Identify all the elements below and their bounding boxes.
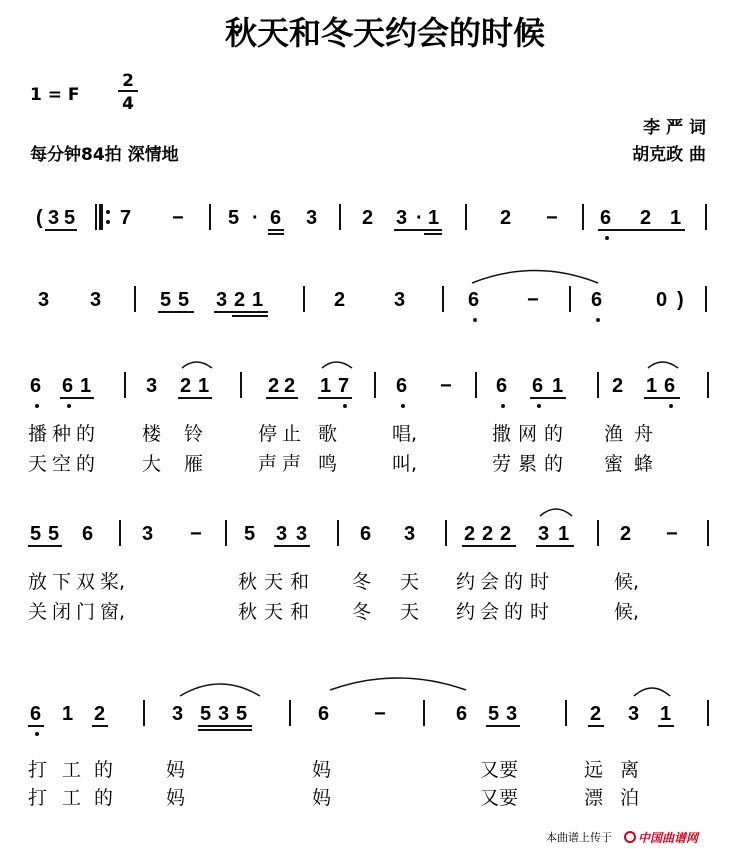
lyric: 唱,	[392, 423, 418, 445]
note: 3	[394, 289, 406, 311]
note: (	[36, 207, 43, 229]
note: 6	[496, 375, 508, 397]
site-logo-text: 中国曲谱网	[638, 831, 699, 845]
note: 5	[228, 207, 240, 229]
lyric: 妈	[166, 759, 186, 781]
lyric: 门	[76, 601, 96, 623]
note: −	[440, 375, 452, 397]
note: 3	[48, 207, 60, 229]
lyric: 秋	[238, 601, 258, 623]
note: 1	[428, 207, 440, 229]
note: 2	[234, 289, 246, 311]
note: 3	[404, 523, 416, 545]
note: 5	[200, 703, 212, 725]
lyric: 歌	[318, 423, 338, 445]
composer-credit: 胡克政 曲	[632, 145, 706, 165]
lyric: 打	[28, 787, 48, 809]
lyric: 的	[544, 453, 564, 475]
page-title: 秋天和冬天约会的时候	[224, 14, 546, 52]
note: 2	[284, 375, 296, 397]
note: 2	[620, 523, 632, 545]
note: 5	[244, 523, 256, 545]
note: 2	[464, 523, 476, 545]
note: 6	[532, 375, 544, 397]
note: −	[666, 523, 678, 545]
note: 5	[48, 523, 60, 545]
lyric: 蜜	[604, 453, 624, 475]
lyric: 秋	[238, 571, 258, 593]
note: 1	[660, 703, 672, 725]
lyric: 天	[400, 571, 420, 593]
lyric: 工	[62, 787, 82, 809]
note: 1	[80, 375, 92, 397]
note: 5	[64, 207, 76, 229]
lyric: 渔	[604, 423, 624, 445]
note: 0	[656, 289, 668, 311]
note: −	[172, 207, 184, 229]
note: 3	[506, 703, 518, 725]
lyric: 播	[28, 423, 48, 445]
note: 3	[396, 207, 408, 229]
lyric: 累	[518, 453, 538, 475]
lyric: 的	[94, 787, 114, 809]
note: 3	[90, 289, 102, 311]
footer-watermark	[546, 830, 700, 845]
note: 2	[268, 375, 280, 397]
note: 1	[252, 289, 264, 311]
note: 6	[396, 375, 408, 397]
lyric: 妈	[312, 787, 332, 809]
note: 3	[218, 703, 230, 725]
note: 2	[334, 289, 346, 311]
note: 6	[318, 703, 330, 725]
lyric: 天	[28, 453, 48, 475]
note: 3	[628, 703, 640, 725]
lyric: 会	[480, 601, 500, 623]
lyric: 漂	[584, 787, 604, 809]
footer-text: 本曲谱上传于	[546, 831, 612, 844]
tempo-marking: 每分钟84拍 深情地	[30, 145, 179, 165]
note: −	[527, 289, 539, 311]
note: 5	[236, 703, 248, 725]
lyric: 又要	[480, 787, 519, 809]
lyric: 放	[28, 571, 48, 593]
lyric: 闭	[52, 601, 72, 623]
lyric: 的	[504, 571, 524, 593]
lyric: 时	[530, 571, 550, 593]
lyric: 关	[28, 601, 48, 623]
note: 6	[30, 375, 42, 397]
lyric: 楼	[142, 423, 162, 445]
lyric: 候,	[614, 601, 640, 623]
key-signature: 1 = F	[30, 85, 80, 105]
lyric: 的	[94, 759, 114, 781]
note: 3	[538, 523, 550, 545]
lyricist-credit: 李 严 词	[643, 118, 706, 138]
lyric: 约	[456, 571, 476, 593]
lyric: 工	[62, 759, 82, 781]
lyric: 止	[282, 423, 302, 445]
lyric: 妈	[312, 759, 332, 781]
lyric: 远	[584, 759, 604, 781]
note: 3	[276, 523, 288, 545]
lyric: 泊	[620, 787, 640, 809]
lyric: 又要	[480, 759, 519, 781]
time-signature	[118, 71, 138, 114]
lyric: 双	[76, 571, 96, 593]
note: 2	[180, 375, 192, 397]
note: 1	[198, 375, 210, 397]
note: 6	[270, 207, 282, 229]
note: 3	[296, 523, 308, 545]
lyric: 种	[52, 423, 72, 445]
note: 3	[38, 289, 50, 311]
note: 5	[30, 523, 42, 545]
note: 2	[500, 523, 512, 545]
note: 1	[552, 375, 564, 397]
lyric: 鸣	[318, 453, 338, 475]
lyric: 天	[400, 601, 420, 623]
note: 2	[640, 207, 652, 229]
lyric: 撒	[492, 423, 512, 445]
note: −	[546, 207, 558, 229]
lyric: 候,	[614, 571, 640, 593]
note: 7	[120, 207, 132, 229]
note: 2	[362, 207, 374, 229]
note: 2	[482, 523, 494, 545]
lyric: 的	[76, 453, 96, 475]
time-signature-bottom: 4	[122, 94, 134, 114]
note: 6	[82, 523, 94, 545]
note: 5	[178, 289, 190, 311]
score-row-4	[28, 509, 708, 623]
score-row-1	[36, 204, 706, 240]
note: 1	[670, 207, 682, 229]
lyric: 的	[76, 423, 96, 445]
lyric: 离	[620, 759, 640, 781]
note: 3	[142, 523, 154, 545]
score-row-5	[28, 678, 708, 809]
note: 3	[146, 375, 158, 397]
lyric: 和	[290, 571, 310, 593]
lyric: 停	[258, 423, 278, 445]
lyric: 下	[52, 571, 72, 593]
lyric: 的	[504, 601, 524, 623]
note: 1	[320, 375, 332, 397]
lyric: 冬	[352, 601, 372, 623]
lyric: 和	[290, 601, 310, 623]
note: ·	[416, 207, 423, 229]
note: 7	[338, 375, 350, 397]
lyric: 打	[28, 759, 48, 781]
lyric: 网	[518, 423, 538, 445]
site-logo-icon	[625, 832, 635, 842]
score-row-2	[38, 271, 706, 323]
lyric: 铃	[184, 423, 204, 445]
note: −	[374, 703, 386, 725]
lyric: 蜂	[634, 453, 654, 475]
note: 6	[664, 375, 676, 397]
lyric: 桨,	[100, 571, 126, 593]
note: 2	[500, 207, 512, 229]
note: 6	[456, 703, 468, 725]
lyric: 冬	[352, 571, 372, 593]
lyric: 天	[264, 601, 284, 623]
lyric: 大	[142, 453, 162, 475]
note: 3	[216, 289, 228, 311]
score-row-3	[28, 362, 708, 475]
note: 1	[646, 375, 658, 397]
note: 6	[62, 375, 74, 397]
note: 1	[62, 703, 74, 725]
note: 2	[612, 375, 624, 397]
lyric: 声	[282, 453, 302, 475]
note: 5	[160, 289, 172, 311]
lyric: 雁	[184, 453, 204, 475]
lyric: 劳	[492, 453, 512, 475]
note: 6	[468, 289, 480, 311]
note: 6	[591, 289, 603, 311]
note: 6	[30, 703, 42, 725]
note: ·	[252, 207, 259, 229]
note: 2	[94, 703, 106, 725]
lyric: 天	[264, 571, 284, 593]
lyric: 会	[480, 571, 500, 593]
lyric: 声	[258, 453, 278, 475]
time-signature-top: 2	[122, 71, 134, 91]
lyric: 窗,	[100, 601, 126, 623]
note: 6	[360, 523, 372, 545]
note: 2	[590, 703, 602, 725]
note: 1	[558, 523, 570, 545]
note: 5	[488, 703, 500, 725]
note: −	[190, 523, 202, 545]
note: )	[677, 289, 684, 311]
note: 3	[172, 703, 184, 725]
lyric: 时	[530, 601, 550, 623]
lyric: 空	[52, 453, 72, 475]
note: 6	[600, 207, 612, 229]
lyric: 的	[544, 423, 564, 445]
lyric: 约	[456, 601, 476, 623]
lyric: 叫,	[392, 453, 418, 475]
lyric: 妈	[166, 787, 186, 809]
lyric: 舟	[634, 423, 654, 445]
note: 3	[306, 207, 318, 229]
